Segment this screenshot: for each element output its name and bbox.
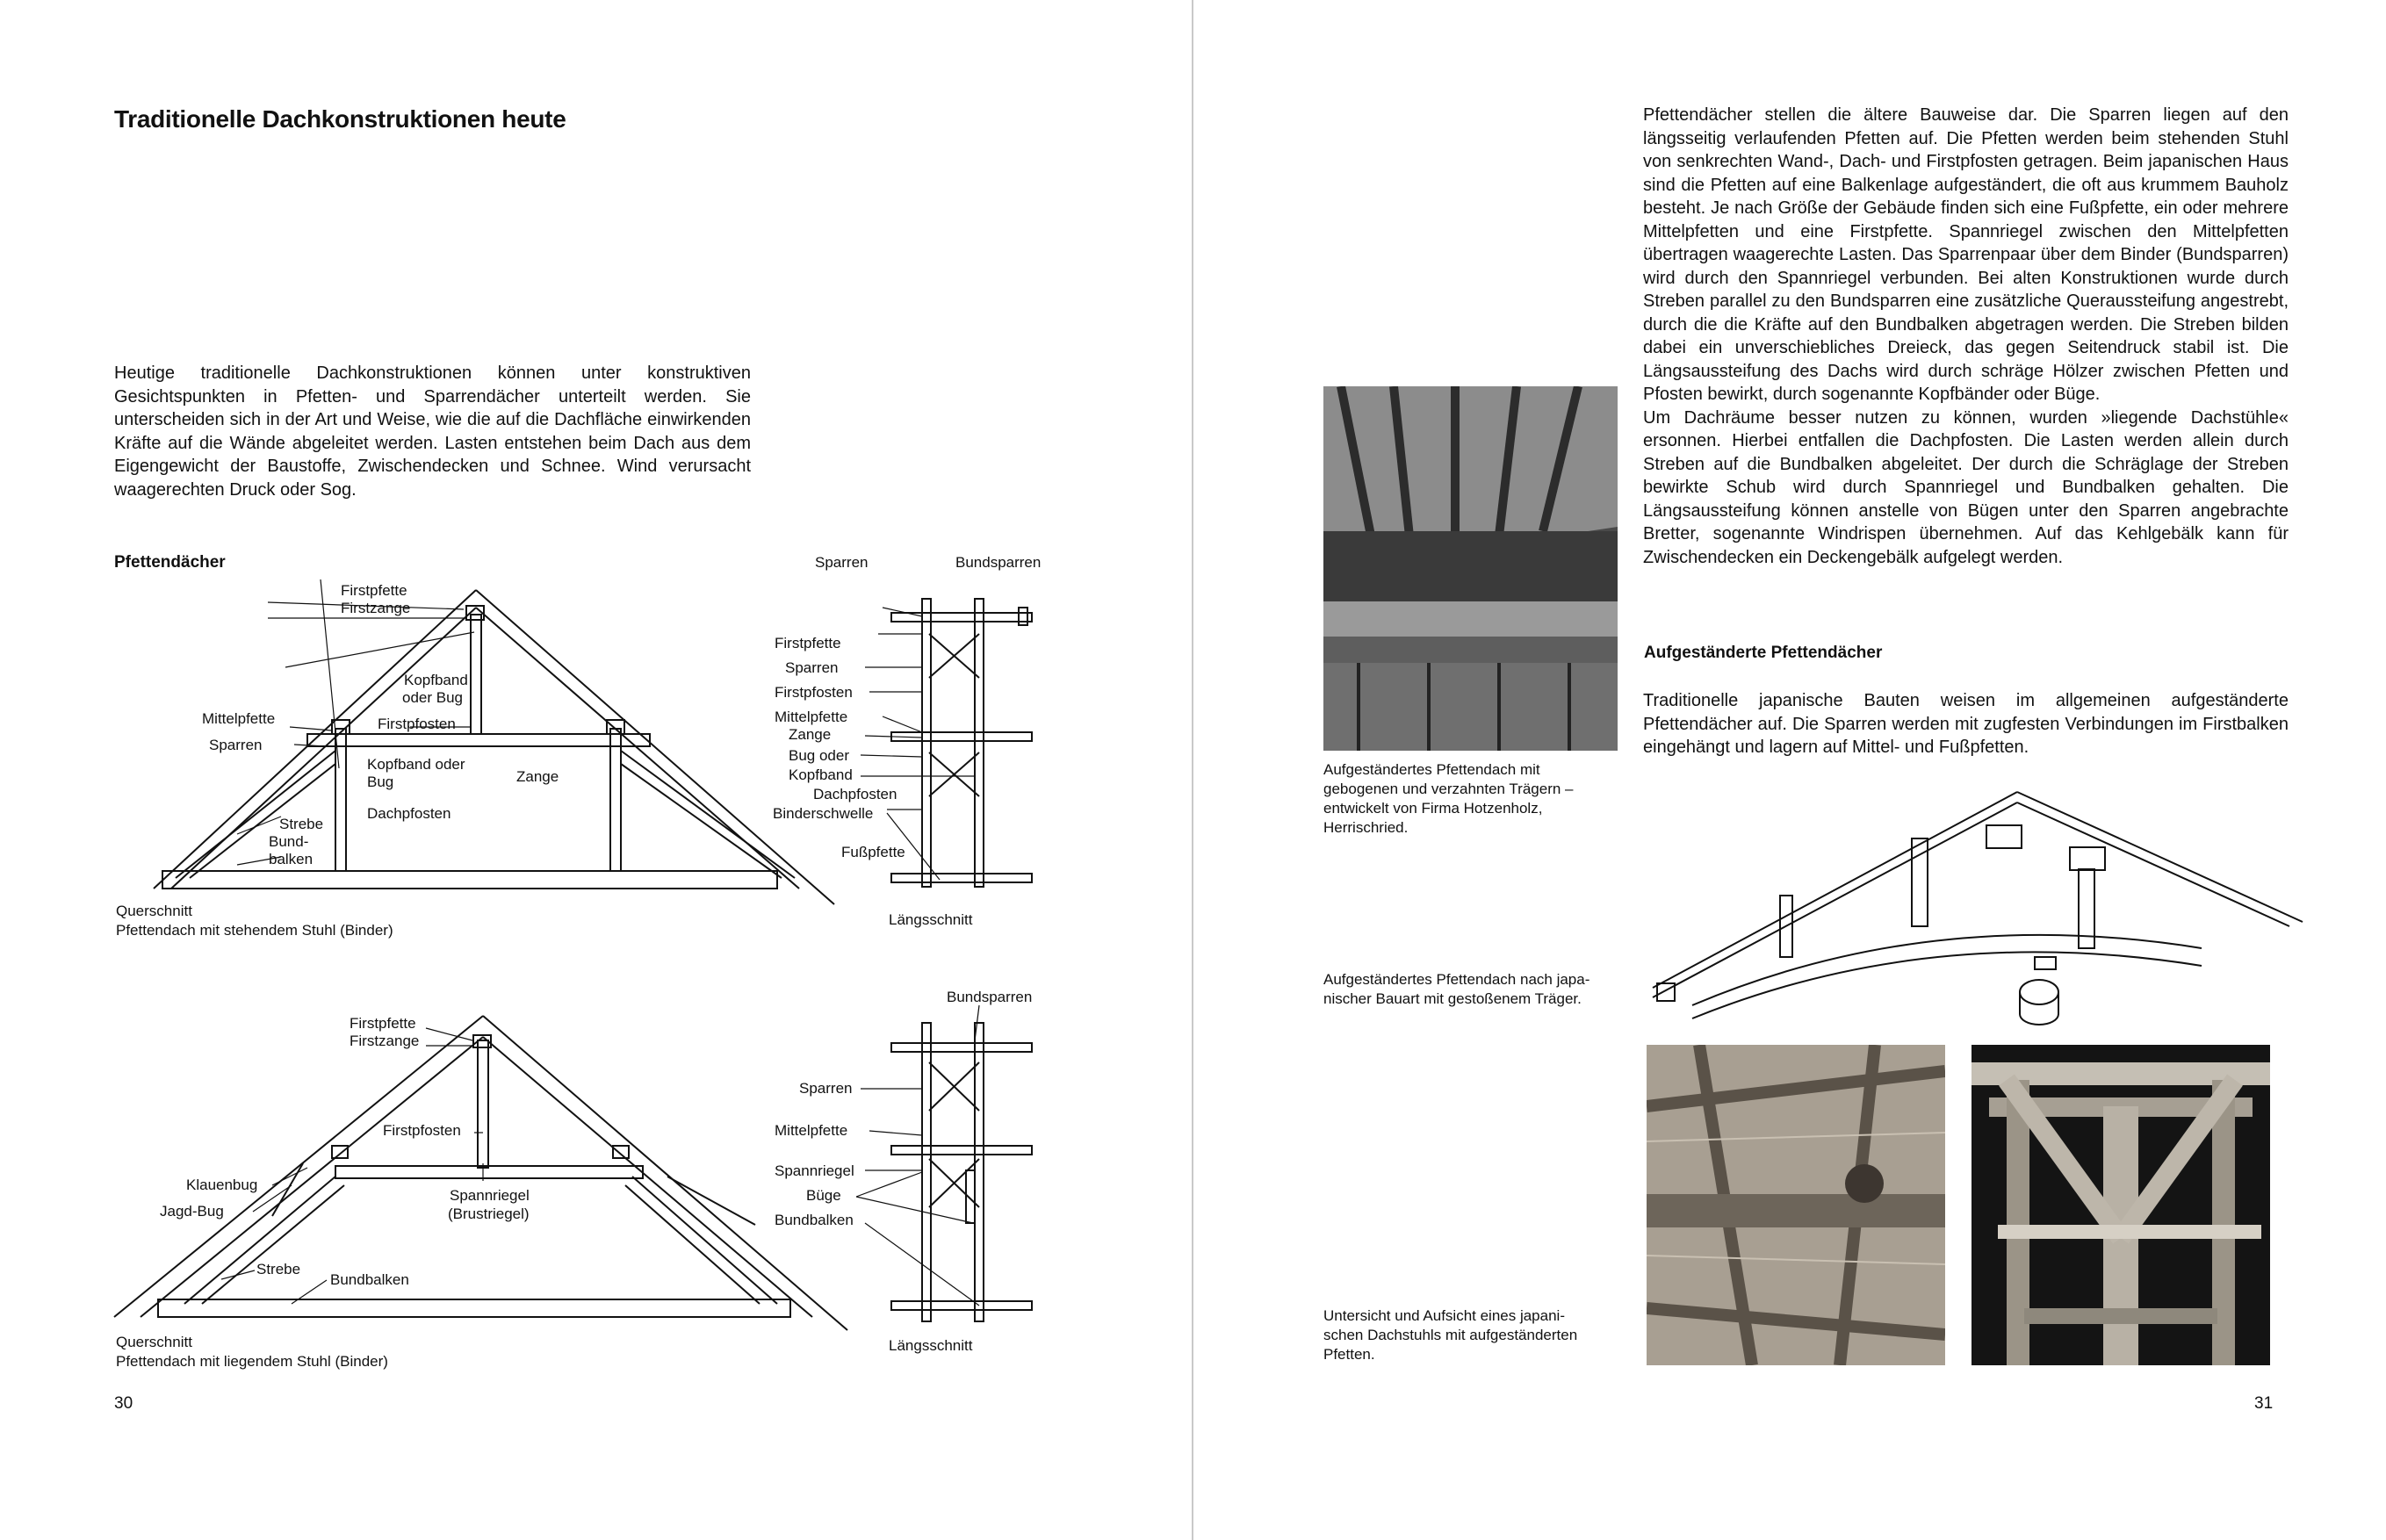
caption-photos-2-line-3: Pfetten. <box>1323 1346 1375 1363</box>
figure-cross-section-lying <box>105 1005 861 1343</box>
label-mittelpfette: Mittelpfette <box>202 710 276 727</box>
paragraph-3: Traditionelle japanische Bauten weisen im allgemeinen aufgeständerte Pfettendächer auf. Die Sparren werden mit zugfesten Verbindungen im Firstbalken eingehängt und lagern auf Mittel- und Fußpfetten. <box>1643 691 2289 757</box>
label-brustriegel: (Brustriegel) <box>448 1205 530 1222</box>
figure4-caption: Längsschnitt <box>889 1337 973 1354</box>
label-bug: Bug <box>367 774 394 790</box>
label-firstpfosten: Firstpfosten <box>383 1122 461 1139</box>
caption-drawing-line-1: Aufgeständertes Pfettendach nach japa- <box>1323 971 1590 988</box>
photo-untersicht <box>1647 1045 1945 1365</box>
label-firstpfette: Firstpfette <box>341 582 407 599</box>
label-kopfband: Kopfband <box>789 766 853 783</box>
section-heading-pfettendaecher: Pfettendächer <box>114 553 226 572</box>
label-binderschwelle: Binderschwelle <box>773 805 874 822</box>
label-balken: balken <box>269 851 314 867</box>
label-bundsparren: Bundsparren <box>947 989 1033 1005</box>
label-sparren: Sparren <box>815 554 869 571</box>
label-spannriegel: Spannriegel <box>775 1162 854 1179</box>
label-mittelpfette: Mittelpfette <box>775 709 848 725</box>
caption-photo-1-line-4: Herrischried. <box>1323 819 1409 836</box>
figure-cross-section-standing <box>105 579 861 948</box>
photo-aufsicht <box>1972 1045 2270 1365</box>
label-buege: Büge <box>806 1187 841 1204</box>
label-bundsparren: Bundsparren <box>955 554 1042 571</box>
main-text <box>1643 104 2289 569</box>
label-oder-bug: oder Bug <box>402 689 463 706</box>
caption-photo-1-line-2: gebogenen und verzahnten Trägern – <box>1323 781 1574 797</box>
caption-photos-2-line-1: Untersicht und Aufsicht eines japani- <box>1323 1307 1565 1324</box>
right-page <box>1193 0 2386 1540</box>
caption-photo-1-line-1: Aufgeständertes Pfettendach mit <box>1323 761 1540 778</box>
label-bug-oder: Bug oder <box>789 747 849 764</box>
caption-photos-2 <box>1323 1306 1577 1364</box>
label-firstzange: Firstzange <box>341 600 411 616</box>
figure1-caption-2: Pfettendach mit stehendem Stuhl (Binder) <box>116 922 393 939</box>
caption-drawing <box>1323 970 1589 1009</box>
figure2-caption: Längsschnitt <box>889 911 973 928</box>
label-spannriegel: Spannriegel <box>450 1187 530 1204</box>
label-bundbalken: Bundbalken <box>775 1212 854 1228</box>
label-firstpfette: Firstpfette <box>350 1015 416 1032</box>
label-fusspfette: Fußpfette <box>841 844 905 860</box>
label-strebe: Strebe <box>256 1261 301 1277</box>
label-firstpfosten: Firstpfosten <box>775 684 853 701</box>
caption-photo-1-line-3: entwickelt von Firma Hotzenholz, <box>1323 800 1543 817</box>
label-kopfband-1: Kopfband <box>404 672 468 688</box>
label-zange: Zange <box>516 768 559 785</box>
caption-drawing-line-2: nischer Bauart mit gestoßenem Träger. <box>1323 990 1582 1007</box>
page-title: Traditionelle Dachkonstruktionen heute <box>114 105 566 133</box>
label-klauenbug: Klauenbug <box>186 1177 258 1193</box>
label-kopfband-oder: Kopfband oder <box>367 756 465 773</box>
paragraph-2: Um Dachräume besser nutzen zu können, wurden »liegende Dachstühle« ersonnen. Hierbei entfallen die Dachpfosten. Die Lasten werden allein durch Streben auf die Bundbalken abgeleitet. Der durch die Schräglage der Streben bewirkte Schub wird durch Spannriegel und Bundbalken gehalten. Die Längsaussteifung können anstelle von Bügen unter den Sparren angebrachte Bretter, sogenannte Windrispen übernehmen. Auf das Kehlgebälk kann für Zwischendecken ein Deckengebälk aufgelegt werden. <box>1643 407 2289 567</box>
figure3-caption-1: Querschnitt <box>116 1334 192 1350</box>
paragraph-1: Pfettendächer stellen die ältere Bauweise dar. Die Sparren liegen auf den längsseitig verlaufenden Pfetten auf. Die Pfetten werden beim stehenden Stuhl von senkrechten Wand-, Dach- und Firstpfosten getragen. Beim japanischen Haus sind die Pfetten auf eine Balkenlage aufgeständert, die oft aus krummem Bauholz besteht. Je nach Größe der Gebäude finden sich eine Fußpfette, ein oder mehrere Mittelpfetten und eine Firstpfette. Spannriegel zwischen den Mittelpfetten übertragen waagerechte Lasten. Das Sparrenpaar über dem Binder (Bundsparren) wird durch den Spannriegel verbunden. Bei alten Konstruktionen wurde durch Streben parallel zu den Bundsparren eine zusätzliche Queraussteifung angestrebt, durch die die Kräfte auf den Bundbalken abgetragen werden. Die Streben bilden dabei ein unverschiebliches Dreieck, das gegen Seitendruck stabil ist. Die Längsaussteifung des Dachs wird durch schräge Hölzer zwischen Pfetten und Pfosten bewirkt, durch sogenannte Kopfbänder oder Büge. <box>1643 105 2289 404</box>
figure-longitudinal-section-1 <box>764 546 1071 897</box>
label-bundbalken: Bundbalken <box>330 1271 409 1288</box>
label-firstpfette: Firstpfette <box>775 635 841 651</box>
label-sparren: Sparren <box>799 1080 853 1097</box>
figure-japanese-roof <box>1640 773 2307 1027</box>
page-number-right: 31 <box>2254 1394 2274 1413</box>
label-firstpfosten: Firstpfosten <box>378 716 456 732</box>
intro-paragraph: Heutige traditionelle Dachkonstruktionen können unter konstruktiven Gesichtspunkten in Pfetten- und Sparrendächer unterteilt werden. Sie unterscheiden sich in der Art und Weise, wie die auf die Dachfläche einwirkenden Kräfte auf die Wände abgeleitet werden. Lasten entstehen beim Dach aus dem Eigengewicht der Baustoffe, Zwischendecken und Schnee. Wind verursacht waagerechten Druck oder Sog. <box>114 363 751 500</box>
label-mittelpfette: Mittelpfette <box>775 1122 848 1139</box>
label-sparren: Sparren <box>209 737 263 753</box>
photo-hotzenholz-roof <box>1323 386 1618 751</box>
label-strebe: Strebe <box>279 816 324 832</box>
page-number-left: 30 <box>114 1394 133 1413</box>
section-heading-aufgestaendert: Aufgeständerte Pfettendächer <box>1644 644 1883 662</box>
label-bund: Bund- <box>269 833 309 850</box>
label-jagdbug: Jagd-Bug <box>160 1203 224 1220</box>
label-sparren-2: Sparren <box>785 659 839 676</box>
figure-longitudinal-section-2 <box>764 979 1071 1330</box>
figure3-caption-2: Pfettendach mit liegendem Stuhl (Binder) <box>116 1353 388 1370</box>
label-zange: Zange <box>789 726 832 743</box>
label-dachpfosten: Dachpfosten <box>367 805 451 822</box>
label-firstzange: Firstzange <box>350 1033 420 1049</box>
caption-photo-1 <box>1323 760 1574 838</box>
label-dachpfosten: Dachpfosten <box>813 786 897 802</box>
caption-photos-2-line-2: schen Dachstuhls mit aufgeständerten <box>1323 1327 1578 1343</box>
figure1-caption-1: Querschnitt <box>116 903 192 919</box>
